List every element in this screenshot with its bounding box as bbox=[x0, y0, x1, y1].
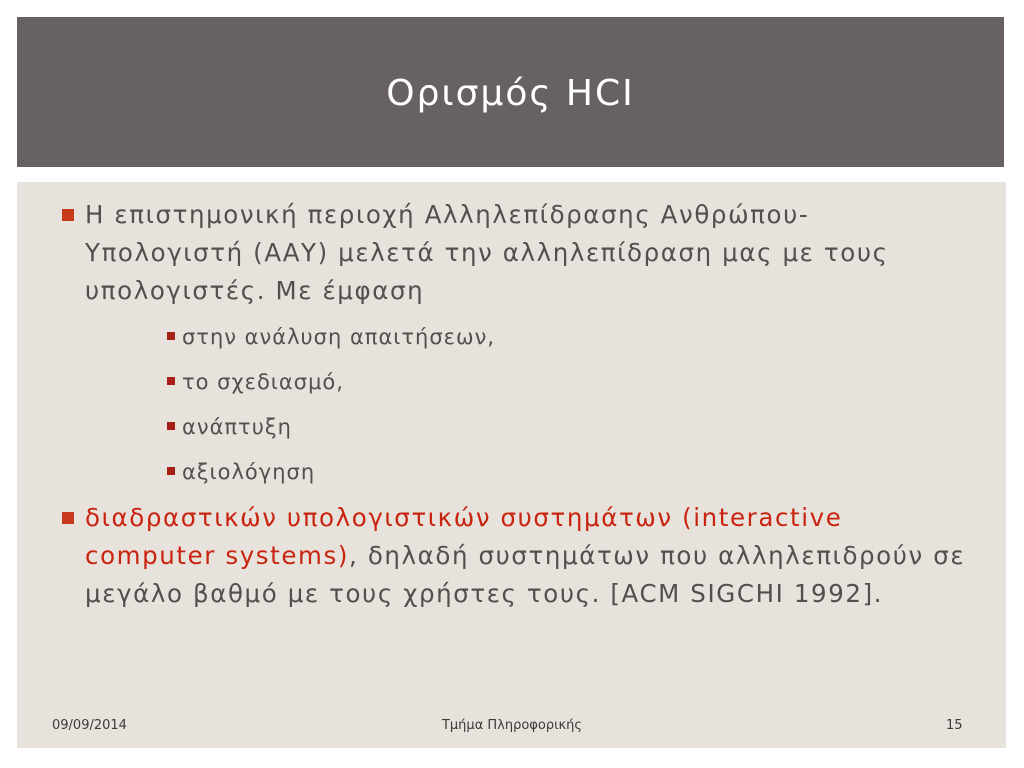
sub-bullet-square-icon bbox=[167, 332, 175, 340]
sub-bullet-list bbox=[85, 315, 966, 495]
sub-bullet-item bbox=[85, 450, 966, 495]
bullet-hci-definition-text: Η επιστημονική περιοχή Αλληλεπίδρασης Ανθρώπου-Υπολογιστή (ΑΑΥ) μελετά την αλληλεπίδραση μας με τους υπολογιστές. Με έμφαση bbox=[85, 200, 889, 305]
sub-bullet-text: αξιολόγηση bbox=[182, 460, 316, 484]
sub-bullet-item bbox=[85, 315, 966, 360]
footer-date: 09/09/2014 bbox=[52, 718, 127, 733]
title-bar bbox=[17, 17, 1004, 167]
sub-bullet-square-icon bbox=[167, 422, 175, 430]
sub-bullet-square-icon bbox=[167, 467, 175, 475]
bullet-square-icon bbox=[62, 209, 74, 221]
bullet-square-icon bbox=[62, 512, 74, 524]
bullet-hci-definition bbox=[17, 196, 1006, 495]
bullet-interactive-systems bbox=[17, 499, 1006, 613]
sub-bullet-item bbox=[85, 405, 966, 450]
bullet-interactive-systems-text: , δηλαδή συστημάτων που αλληλεπιδρούν σε μεγάλο βαθμό με τους χρήστες τους. [ACM SIGCHI 1992]. bbox=[85, 541, 966, 608]
sub-bullet-square-icon bbox=[167, 377, 175, 385]
content-area bbox=[17, 182, 1006, 748]
sub-bullet-text: ανάπτυξη bbox=[182, 415, 292, 439]
sub-bullet-text: το σχεδιασμό, bbox=[182, 370, 344, 394]
slide-title: Ορισμός HCI bbox=[386, 72, 635, 114]
footer-page-number: 15 bbox=[946, 718, 963, 733]
sub-bullet-text: στην ανάλυση απαιτήσεων, bbox=[182, 325, 495, 349]
footer-department: Τμήμα Πληροφορικής bbox=[441, 718, 583, 733]
sub-bullet-item bbox=[85, 360, 966, 405]
highlight-text: διαδραστικών υπολογιστικών συστημάτων (interactive computer systems) bbox=[85, 503, 843, 570]
bullet-list bbox=[17, 196, 1006, 613]
